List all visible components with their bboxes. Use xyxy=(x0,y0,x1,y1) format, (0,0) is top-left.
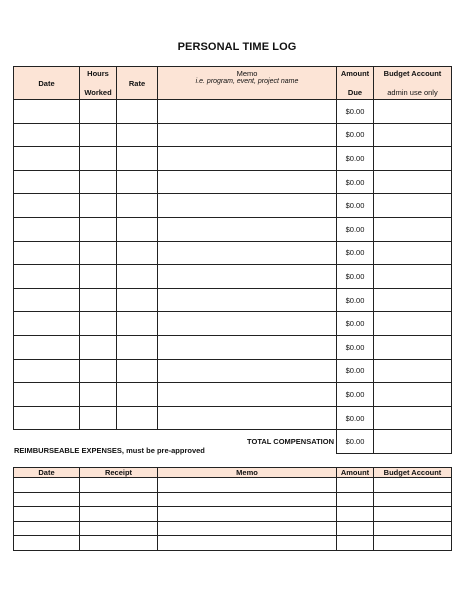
exp-memo-cell[interactable] xyxy=(158,492,337,507)
exp-header-amount: Amount xyxy=(337,468,374,478)
exp-memo-cell[interactable] xyxy=(158,536,337,551)
exp-memo-cell[interactable] xyxy=(158,507,337,522)
rate-cell[interactable] xyxy=(117,359,158,383)
header-hours-worked xyxy=(80,67,117,100)
rate-cell[interactable] xyxy=(117,194,158,218)
memo-cell[interactable] xyxy=(158,359,337,383)
exp-budget-cell[interactable] xyxy=(374,521,452,536)
header-memo xyxy=(158,67,337,100)
memo-cell[interactable] xyxy=(158,265,337,289)
memo-cell[interactable] xyxy=(158,241,337,265)
rate-cell[interactable] xyxy=(117,123,158,147)
exp-budget-cell[interactable] xyxy=(374,478,452,493)
rate-cell[interactable] xyxy=(117,312,158,336)
memo-cell[interactable] xyxy=(158,288,337,312)
header-budget-hint: admin use only xyxy=(387,88,438,97)
amount-cell: $0.00 xyxy=(337,170,374,194)
hours-cell[interactable] xyxy=(80,241,117,265)
rate-cell[interactable] xyxy=(117,335,158,359)
date-cell[interactable] xyxy=(14,288,80,312)
hours-cell[interactable] xyxy=(80,406,117,430)
date-cell[interactable] xyxy=(14,312,80,336)
exp-header-receipt: Receipt xyxy=(80,468,158,478)
rate-cell[interactable] xyxy=(117,217,158,241)
time-log-header-row xyxy=(14,67,452,100)
exp-amount-cell[interactable] xyxy=(337,478,374,493)
budget-cell[interactable] xyxy=(374,217,452,241)
time-log-row xyxy=(14,265,452,289)
exp-amount-cell[interactable] xyxy=(337,536,374,551)
exp-date-cell[interactable] xyxy=(14,507,80,522)
date-cell[interactable] xyxy=(14,406,80,430)
date-cell[interactable] xyxy=(14,100,80,124)
amount-cell: $0.00 xyxy=(337,335,374,359)
header-date: Date xyxy=(14,67,80,100)
time-log-row xyxy=(14,170,452,194)
memo-cell[interactable] xyxy=(158,335,337,359)
expense-row xyxy=(14,478,452,493)
amount-cell: $0.00 xyxy=(337,406,374,430)
hours-cell[interactable] xyxy=(80,194,117,218)
header-worked-label: Worked xyxy=(84,88,112,97)
exp-budget-cell[interactable] xyxy=(374,492,452,507)
time-log-row xyxy=(14,406,452,430)
date-cell[interactable] xyxy=(14,241,80,265)
rate-cell[interactable] xyxy=(117,170,158,194)
amount-cell: $0.00 xyxy=(337,217,374,241)
amount-cell: $0.00 xyxy=(337,100,374,124)
expenses-heading: REIMBURSEABLE EXPENSES, must be pre-approved xyxy=(14,446,205,455)
exp-memo-cell[interactable] xyxy=(158,521,337,536)
amount-cell: $0.00 xyxy=(337,288,374,312)
exp-header-memo: Memo xyxy=(158,468,337,478)
header-budget-account xyxy=(374,67,452,100)
exp-date-cell[interactable] xyxy=(14,478,80,493)
amount-cell: $0.00 xyxy=(337,241,374,265)
hours-cell[interactable] xyxy=(80,147,117,171)
header-amount-due xyxy=(337,67,374,100)
memo-cell[interactable] xyxy=(158,383,337,407)
rate-cell[interactable] xyxy=(117,147,158,171)
header-rate: Rate xyxy=(117,67,158,100)
exp-receipt-cell[interactable] xyxy=(80,492,158,507)
header-budget-label: Budget Account xyxy=(383,69,442,78)
exp-amount-cell[interactable] xyxy=(337,492,374,507)
memo-cell[interactable] xyxy=(158,170,337,194)
budget-cell[interactable] xyxy=(374,100,452,124)
time-log-row xyxy=(14,241,452,265)
header-amount-label: Amount xyxy=(340,69,370,78)
memo-cell[interactable] xyxy=(158,217,337,241)
budget-cell[interactable] xyxy=(374,359,452,383)
exp-header-budget: Budget Account xyxy=(374,468,452,478)
budget-cell[interactable] xyxy=(374,241,452,265)
hours-cell[interactable] xyxy=(80,288,117,312)
budget-cell[interactable] xyxy=(374,194,452,218)
budget-cell[interactable] xyxy=(374,170,452,194)
hours-cell[interactable] xyxy=(80,170,117,194)
date-cell[interactable] xyxy=(14,265,80,289)
amount-cell: $0.00 xyxy=(337,359,374,383)
time-log-row xyxy=(14,359,452,383)
budget-cell[interactable] xyxy=(374,123,452,147)
rate-cell[interactable] xyxy=(117,383,158,407)
time-log-row xyxy=(14,100,452,124)
date-cell[interactable] xyxy=(14,217,80,241)
memo-cell[interactable] xyxy=(158,312,337,336)
expense-row xyxy=(14,492,452,507)
exp-date-cell[interactable] xyxy=(14,536,80,551)
time-log-row xyxy=(14,288,452,312)
budget-cell[interactable] xyxy=(374,383,452,407)
total-budget-cell xyxy=(374,430,452,454)
date-cell[interactable] xyxy=(14,147,80,171)
header-memo-label: Memo xyxy=(236,69,258,78)
expenses-header-row xyxy=(14,468,452,478)
hours-cell[interactable] xyxy=(80,265,117,289)
hours-cell[interactable] xyxy=(80,312,117,336)
amount-cell: $0.00 xyxy=(337,147,374,171)
memo-cell[interactable] xyxy=(158,147,337,171)
exp-budget-cell[interactable] xyxy=(374,507,452,522)
total-compensation-value: $0.00 xyxy=(337,430,374,454)
amount-cell: $0.00 xyxy=(337,312,374,336)
page-title: PERSONAL TIME LOG xyxy=(177,41,297,53)
time-log-row xyxy=(14,335,452,359)
exp-budget-cell[interactable] xyxy=(374,536,452,551)
time-log-row xyxy=(14,217,452,241)
date-cell[interactable] xyxy=(14,194,80,218)
date-cell[interactable] xyxy=(14,359,80,383)
exp-amount-cell[interactable] xyxy=(337,507,374,522)
hours-cell[interactable] xyxy=(80,359,117,383)
exp-receipt-cell[interactable] xyxy=(80,478,158,493)
exp-amount-cell[interactable] xyxy=(337,521,374,536)
budget-cell[interactable] xyxy=(374,288,452,312)
exp-header-date: Date xyxy=(14,468,80,478)
time-log-row xyxy=(14,383,452,407)
time-log-table xyxy=(13,66,452,454)
amount-cell: $0.00 xyxy=(337,383,374,407)
exp-receipt-cell[interactable] xyxy=(80,507,158,522)
amount-cell: $0.00 xyxy=(337,123,374,147)
budget-cell[interactable] xyxy=(374,312,452,336)
header-due-label: Due xyxy=(347,88,363,97)
rate-cell[interactable] xyxy=(117,100,158,124)
budget-cell[interactable] xyxy=(374,147,452,171)
exp-date-cell[interactable] xyxy=(14,521,80,536)
total-compensation-label: TOTAL COMPENSATION xyxy=(247,437,334,447)
rate-cell[interactable] xyxy=(117,241,158,265)
memo-cell[interactable] xyxy=(158,406,337,430)
time-log-row xyxy=(14,194,452,218)
expense-row xyxy=(14,521,452,536)
exp-receipt-cell[interactable] xyxy=(80,536,158,551)
expense-row xyxy=(14,507,452,522)
amount-cell: $0.00 xyxy=(337,194,374,218)
hours-cell[interactable] xyxy=(80,383,117,407)
expenses-table xyxy=(13,467,452,551)
exp-receipt-cell[interactable] xyxy=(80,521,158,536)
memo-cell[interactable] xyxy=(158,123,337,147)
hours-cell[interactable] xyxy=(80,335,117,359)
budget-cell[interactable] xyxy=(374,335,452,359)
date-cell[interactable] xyxy=(14,170,80,194)
date-cell[interactable] xyxy=(14,123,80,147)
header-hours-label: Hours xyxy=(87,69,109,78)
date-cell[interactable] xyxy=(14,383,80,407)
hours-cell[interactable] xyxy=(80,100,117,124)
date-cell[interactable] xyxy=(14,335,80,359)
exp-date-cell[interactable] xyxy=(14,492,80,507)
exp-memo-cell[interactable] xyxy=(158,478,337,493)
budget-cell[interactable] xyxy=(374,265,452,289)
memo-cell[interactable] xyxy=(158,100,337,124)
amount-cell: $0.00 xyxy=(337,265,374,289)
time-log-row xyxy=(14,147,452,171)
rate-cell[interactable] xyxy=(117,406,158,430)
memo-cell[interactable] xyxy=(158,194,337,218)
expense-row xyxy=(14,536,452,551)
hours-cell[interactable] xyxy=(80,123,117,147)
budget-cell[interactable] xyxy=(374,406,452,430)
rate-cell[interactable] xyxy=(117,265,158,289)
time-log-row xyxy=(14,123,452,147)
hours-cell[interactable] xyxy=(80,217,117,241)
header-memo-hint: i.e. program, event, project name xyxy=(195,78,299,85)
rate-cell[interactable] xyxy=(117,288,158,312)
time-log-row xyxy=(14,312,452,336)
